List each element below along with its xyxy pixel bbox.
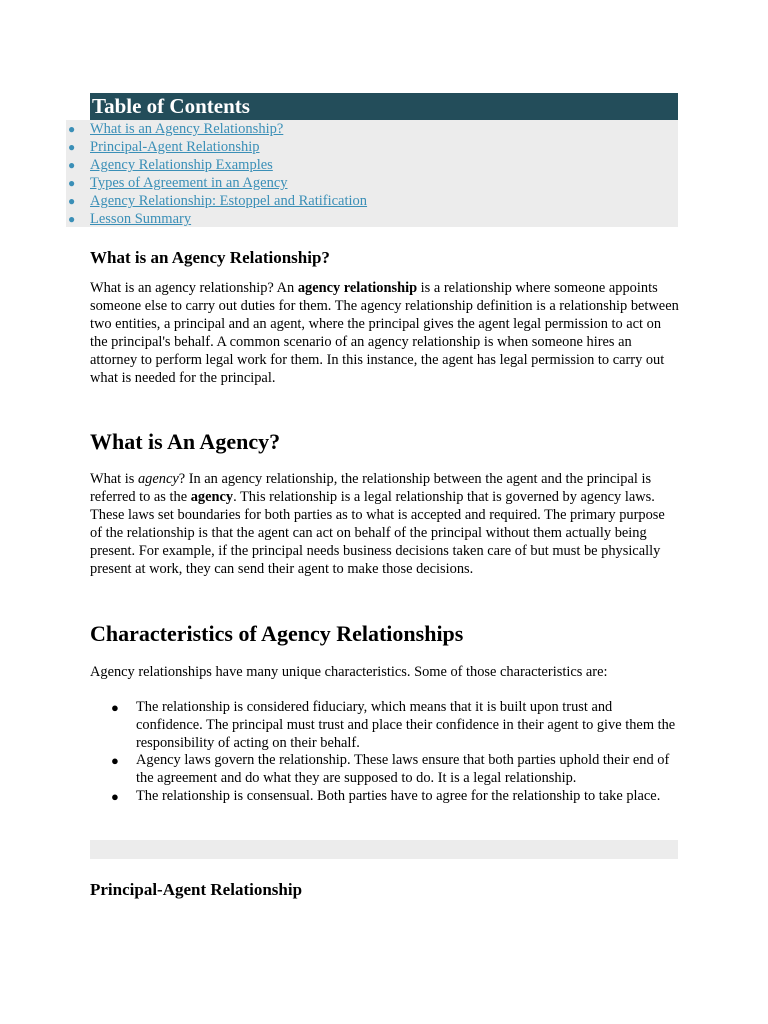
divider-bar: [90, 840, 678, 859]
bullet-icon: ●: [111, 753, 119, 769]
paragraph-text: ? In an agency relationship, the relationship between the agent and the principal is referred to as the: [90, 471, 652, 505]
paragraph-agency-relationship: [90, 279, 680, 387]
toc-item: [66, 139, 367, 157]
section-heading-characteristics: Characteristics of Agency Relationships: [90, 621, 464, 646]
toc-link-types-of-agreement[interactable]: Types of Agreement in an Agency: [90, 175, 288, 191]
list-item: [111, 788, 681, 806]
toc-item: [66, 211, 367, 229]
section-heading-principal-agent: Principal-Agent Relationship: [90, 880, 303, 899]
paragraph-what-is-agency: [90, 470, 680, 578]
toc-item: [66, 175, 367, 193]
paragraph-text: What is: [90, 471, 138, 487]
toc-item: [66, 193, 367, 211]
paragraph-characteristics-intro: Agency relationships have many unique characteristics. Some of those characteristics are:: [90, 664, 608, 680]
toc-link-estoppel-ratification[interactable]: Agency Relationship: Estoppel and Ratification: [90, 193, 368, 209]
characteristics-list: [111, 699, 681, 806]
toc-link-lesson-summary[interactable]: Lesson Summary: [90, 211, 192, 227]
bold-term: agency relationship: [297, 280, 418, 296]
bullet-icon: ●: [111, 700, 119, 715]
bullet-icon: ●: [68, 158, 76, 172]
toc-link-examples[interactable]: Agency Relationship Examples: [90, 157, 273, 173]
bullet-icon: ●: [68, 212, 76, 226]
paragraph-text: is a relationship where someone appoints someone else to carry out duties for them. The agency relationship definition is a relationship between two entities, a principal and an agent, where the principal gives the agent legal permission to act on the principal's behalf. A common scenario of an agency relationship is when someone hires an attorney to perform legal work for them. In this instance, the agent has legal permission to carry out what is needed for the principal.: [90, 280, 679, 386]
section-heading-what-is-agency: What is An Agency?: [90, 429, 281, 454]
toc-item: [66, 121, 367, 139]
bullet-icon: ●: [111, 788, 119, 804]
toc-link-principal-agent[interactable]: Principal-Agent Relationship: [90, 139, 260, 155]
italic-term: agency: [137, 471, 179, 487]
toc-item: [66, 157, 367, 175]
paragraph-text: What is an agency relationship? An: [90, 280, 298, 296]
list-item: [111, 752, 681, 788]
toc-link-agency-relationship[interactable]: What is an Agency Relationship?: [90, 121, 284, 137]
bold-term: agency: [190, 489, 234, 505]
list-item-text: The relationship is consensual. Both parties have to agree for the relationship to take place.: [136, 787, 661, 804]
paragraph-text: . This relationship is a legal relationship that is governed by agency laws. These laws set boundaries for both parties as to what is accepted and required. The primary purpose of the relationship is that the agent can act on behalf of the principal without them actually being present. For example, if the principal needs business decisions taken care of but must be physically present at work, they can send their agent to make those decisions.: [90, 489, 665, 577]
bullet-icon: ●: [68, 122, 76, 136]
list-item: [111, 699, 681, 752]
list-item-text: Agency laws govern the relationship. These laws ensure that both parties uphold their end of the agreement and do what they are supposed to do. It is a legal relationship.: [136, 752, 670, 787]
bullet-icon: ●: [68, 194, 76, 208]
toc-list: [66, 121, 367, 229]
bullet-icon: ●: [68, 140, 76, 154]
section-heading-agency-relationship: What is an Agency Relationship?: [90, 248, 330, 267]
toc-title: Table of Contents: [92, 94, 250, 118]
bullet-icon: ●: [68, 176, 76, 190]
list-item-text: The relationship is considered fiduciary, which means that it is built upon trust and confidence. The principal must trust and place their confidence in their agent to give them the responsibility of acting on their behalf.: [136, 699, 676, 751]
